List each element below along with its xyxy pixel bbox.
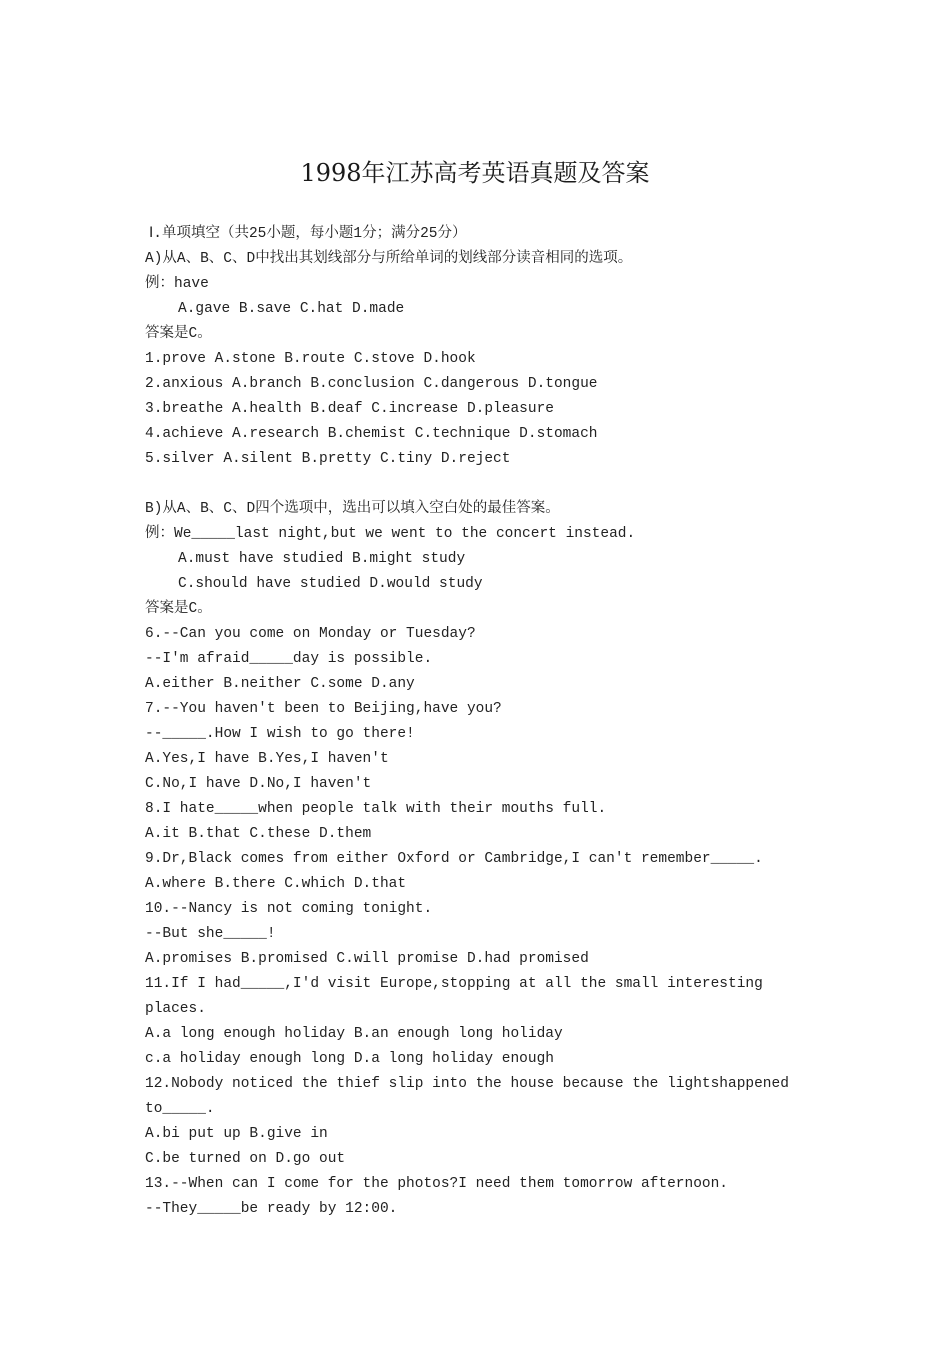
question-line: 9.Dr,Black comes from either Oxford or Cambridge,I can't remember_____. xyxy=(145,851,763,867)
question-line: to_____. xyxy=(145,1101,215,1117)
question-line: --They_____be ready by 12:00. xyxy=(145,1201,398,1217)
question-line: 3.breathe A.health B.deaf C.increase D.pleasure xyxy=(145,401,554,417)
part-b-example-answer: 答案是C。 xyxy=(145,601,212,617)
part-a-example-answer: 答案是C。 xyxy=(145,326,212,342)
page-title: 1998年江苏高考英语真题及答案 xyxy=(300,159,650,187)
part-b-example-options: A.must have studied B.might study xyxy=(178,551,466,567)
part-a-instruction: A)从A、B、C、D中找出其划线部分与所给单词的划线部分读音相同的选项。 xyxy=(145,251,633,267)
question-line: C.be turned on D.go out xyxy=(145,1151,346,1167)
part-b-example-options: C.should have studied D.would study xyxy=(178,576,483,592)
spacer xyxy=(145,472,785,497)
question-line: C.No,I have D.No,I haven't xyxy=(145,776,372,792)
question-line: 2.anxious A.branch B.conclusion C.dangerous D.tongue xyxy=(145,376,598,392)
question-line: A.a long enough holiday B.an enough long holiday xyxy=(145,1026,563,1042)
question-line: c.a holiday enough long D.a long holiday enough xyxy=(145,1051,554,1067)
question-line: A.it B.that C.these D.them xyxy=(145,826,372,842)
exam-content xyxy=(145,222,789,1222)
section-heading: Ⅰ.单项填空（共25小题，每小题1分；满分25分） xyxy=(149,226,467,242)
question-line: --But she_____! xyxy=(145,926,276,942)
question-line: A.bi put up B.give in xyxy=(145,1126,328,1142)
part-b-example: 例：We_____last night,but we went to the concert instead. xyxy=(145,526,636,542)
question-line: 8.I hate_____when people talk with their mouths full. xyxy=(145,801,607,817)
question-line: 6.--Can you come on Monday or Tuesday? xyxy=(145,626,476,642)
question-line: places. xyxy=(145,1001,206,1017)
question-line: 12.Nobody noticed the thief slip into the house because the lightshappened xyxy=(145,1076,789,1092)
question-line: 1.prove A.stone B.route C.stove D.hook xyxy=(145,351,476,367)
question-line: 5.silver A.silent B.pretty C.tiny D.reject xyxy=(145,451,511,467)
part-b-instruction: B)从A、B、C、D四个选项中，选出可以填入空白处的最佳答案。 xyxy=(145,501,560,517)
question-line: A.where B.there C.which D.that xyxy=(145,876,407,892)
question-line: A.either B.neither C.some D.any xyxy=(145,676,415,692)
question-line: 10.--Nancy is not coming tonight. xyxy=(145,901,433,917)
question-line: --I'm afraid_____day is possible. xyxy=(145,651,433,667)
question-line: 11.If I had_____,I'd visit Europe,stopping at all the small interesting xyxy=(145,976,763,992)
question-line: 13.--When can I come for the photos?I need them tomorrow afternoon. xyxy=(145,1176,728,1192)
part-a-example-options: A.gave B.save C.hat D.made xyxy=(178,301,405,317)
question-line: 7.--You haven't been to Beijing,have you? xyxy=(145,701,502,717)
question-line: --_____.How I wish to go there! xyxy=(145,726,415,742)
question-line: A.Yes,I have B.Yes,I haven't xyxy=(145,751,389,767)
part-a-example: 例：have xyxy=(145,276,209,292)
question-line: A.promises B.promised C.will promise D.had promised xyxy=(145,951,589,967)
question-line: 4.achieve A.research B.chemist C.technique D.stomach xyxy=(145,426,598,442)
